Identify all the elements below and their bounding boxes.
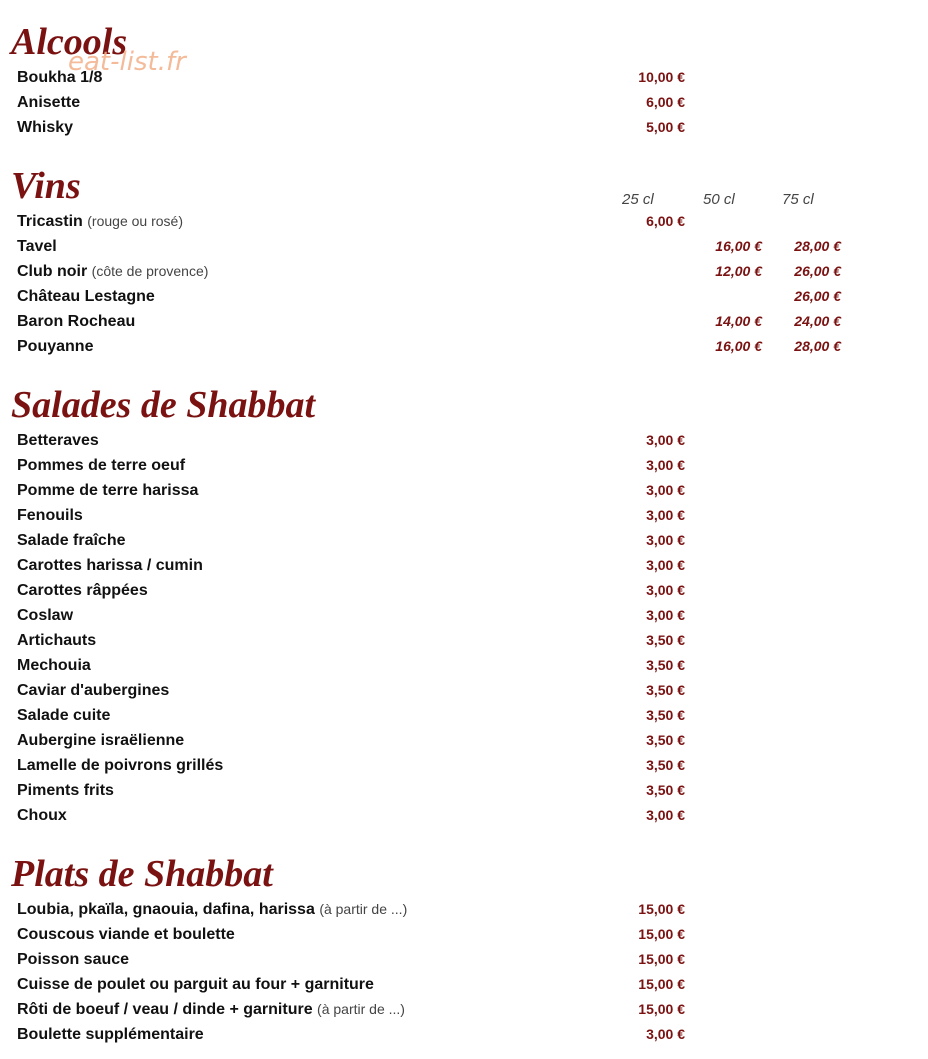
size-header-75cl: 75 cl [782,191,814,208]
item-name: Couscous viande et boulette [17,926,235,943]
item-name: Artichauts [17,632,97,649]
item-name: Lamelle de poivrons grillés [17,757,224,774]
item-name: Choux [17,807,67,824]
item-name: Anisette [17,94,81,111]
item-name: Carottes râppées [17,582,148,599]
menu-item [0,453,928,478]
menu-item [0,678,928,703]
item-price: 10,00 € [638,69,685,85]
item-name: Piments frits [17,782,114,799]
menu-item [0,209,928,234]
item-name: Boukha 1/8 [17,69,103,86]
item-name: Betteraves [17,432,99,449]
menu-item [0,1022,928,1047]
menu-item [0,778,928,803]
item-note: (à partir de ...) [317,1001,405,1017]
item-price: 3,00 € [646,507,685,523]
price-75cl: 24,00 € [794,313,841,329]
price-50cl: 14,00 € [715,313,762,329]
item-price: 15,00 € [638,901,685,917]
item-name: Pommes de terre oeuf [17,457,186,474]
item-name: Cuisse de poulet ou parguit au four + garniture [17,976,374,993]
item-price: 3,50 € [646,682,685,698]
item-name: Caviar d'aubergines [17,682,170,699]
menu-item [0,428,928,453]
price-75cl: 26,00 € [794,288,841,304]
price-25cl: 6,00 € [646,213,685,229]
item-name: Tavel [17,238,57,255]
item-name: Salade cuite [17,707,111,724]
menu-item [0,478,928,503]
item-price: 3,50 € [646,757,685,773]
watermark: eat-list.fr [68,47,186,77]
item-price: 15,00 € [638,976,685,992]
menu-item [0,653,928,678]
menu-item [0,972,928,997]
item-name: Club noir (côte de provence) [17,263,209,280]
item-name: Carottes harissa / cumin [17,557,203,574]
menu-item [0,628,928,653]
item-price: 3,50 € [646,782,685,798]
item-name: Mechouia [17,657,91,674]
menu-item [0,528,928,553]
item-price: 15,00 € [638,1001,685,1017]
section-title-vins: Vins [11,165,81,207]
menu-item [0,947,928,972]
size-header-50cl: 50 cl [703,191,735,208]
menu-item [0,234,928,259]
menu-item [0,753,928,778]
item-price: 3,00 € [646,807,685,823]
item-name: Salade fraîche [17,532,126,549]
item-name: Pouyanne [17,338,94,355]
item-name: Pomme de terre harissa [17,482,199,499]
item-name: Rôti de boeuf / veau / dinde + garniture (à partir de ...) [17,1001,405,1018]
item-price: 3,00 € [646,457,685,473]
price-50cl: 16,00 € [715,338,762,354]
section-title-salades: Salades de Shabbat [11,384,316,426]
menu-item [0,703,928,728]
menu-item [0,259,928,284]
item-price: 15,00 € [638,926,685,942]
item-note: (côte de provence) [91,263,209,279]
price-75cl: 28,00 € [794,338,841,354]
menu-item [0,90,928,115]
menu-item [0,728,928,753]
item-name: Loubia, pkaïla, gnaouia, dafina, harissa (à partir de ...) [17,901,408,918]
menu-item [0,603,928,628]
menu-item [0,922,928,947]
menu-item [0,65,928,90]
item-name: Baron Rocheau [17,313,136,330]
menu-item [0,503,928,528]
section-title-plats: Plats de Shabbat [11,853,273,895]
menu-item [0,578,928,603]
price-50cl: 16,00 € [715,238,762,254]
menu-item [0,897,928,922]
item-name: Aubergine israëlienne [17,732,185,749]
item-price: 6,00 € [646,94,685,110]
item-price: 3,00 € [646,557,685,573]
item-price: 3,00 € [646,1026,685,1042]
item-name: Tricastin (rouge ou rosé) [17,213,183,230]
menu-item [0,284,928,309]
item-price: 15,00 € [638,951,685,967]
menu-item [0,803,928,828]
item-price: 3,00 € [646,607,685,623]
price-50cl: 12,00 € [715,263,762,279]
item-price: 3,50 € [646,657,685,673]
item-price: 5,00 € [646,119,685,135]
price-75cl: 28,00 € [794,238,841,254]
item-price: 3,50 € [646,732,685,748]
item-price: 3,00 € [646,532,685,548]
item-name: Poisson sauce [17,951,130,968]
menu-item [0,553,928,578]
menu-item [0,115,928,140]
item-price: 3,00 € [646,582,685,598]
item-price: 3,00 € [646,432,685,448]
item-name: Boulette supplémentaire [17,1026,204,1043]
menu-item [0,997,928,1022]
item-price: 3,50 € [646,707,685,723]
size-header-25cl: 25 cl [622,191,654,208]
item-name: Château Lestagne [17,288,155,305]
item-name: Whisky [17,119,74,136]
menu-item [0,309,928,334]
menu-item [0,334,928,359]
section-title-alcools: Alcools [11,21,128,63]
item-note: (à partir de ...) [319,901,408,917]
item-note: (rouge ou rosé) [87,213,183,229]
price-75cl: 26,00 € [794,263,841,279]
item-price: 3,00 € [646,482,685,498]
item-price: 3,50 € [646,632,685,648]
item-name: Coslaw [17,607,74,624]
item-name: Fenouils [17,507,83,524]
